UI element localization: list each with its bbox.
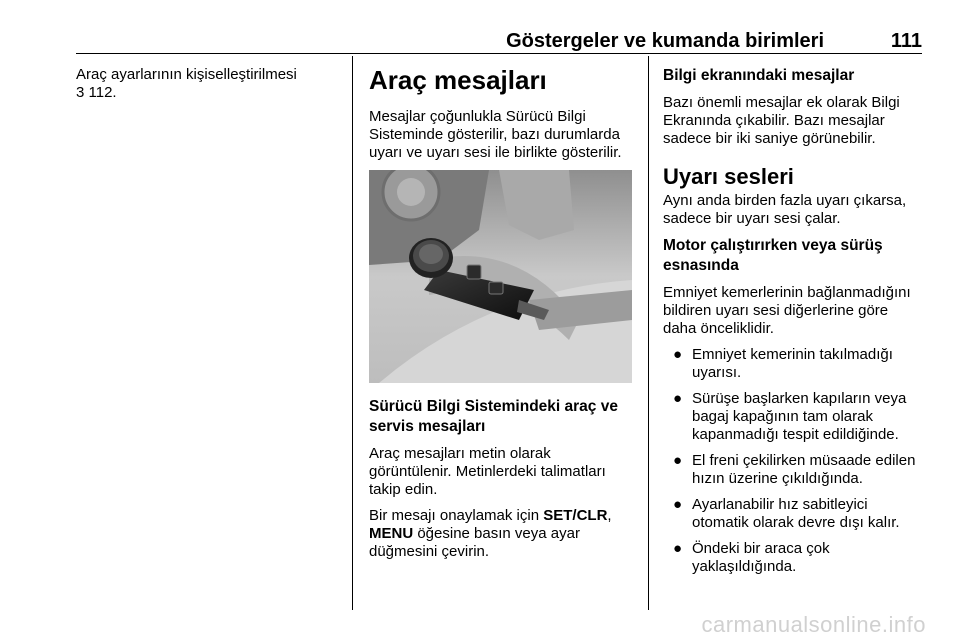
subsection-heading: Bilgi ekranındaki mesajlar: [663, 67, 855, 84]
subsection-heading: Motor çalıştırırken veya sürüş esnasında: [663, 237, 883, 274]
instruction-text-end: öğesine basın veya ayar düğmesini çevirin.: [369, 525, 580, 560]
separator-comma: ,: [607, 507, 612, 524]
bullet-icon: ●: [673, 390, 683, 407]
intro-paragraph: Mesajlar çoğunlukla Sürücü Bilgi Sisteminde gösterilir, bazı durumlarda uyarı ve uyarı sesi ile birlikte gösterilir.: [369, 108, 622, 161]
bullet-icon: ●: [673, 540, 683, 557]
list-item-text: El freni çekilirken müsaade edilen hızın üzerine çıkıldığında.: [692, 452, 916, 487]
bullet-icon: ●: [673, 496, 683, 513]
list-item: [663, 452, 925, 488]
turn-signal-stalk-image: [369, 170, 632, 383]
column-divider: [648, 56, 649, 610]
list-item: [663, 540, 925, 576]
watermark: carmanualsonline.info: [701, 612, 926, 637]
menu-label: MENU: [369, 525, 414, 542]
list-item: [663, 346, 925, 382]
running-header-title: Göstergeler ve kumanda birimleri: [506, 30, 824, 52]
continuation-text: Araç ayarlarının kişiselleştirilmesi: [76, 66, 297, 83]
bullet-icon: ●: [673, 346, 683, 363]
header-rule: [76, 53, 922, 54]
body-paragraph: Araç mesajları metin olarak görüntülenir. Metinlerdeki talimatları takip edin.: [369, 445, 606, 498]
column-divider: [352, 56, 353, 610]
section-heading: Araç mesajları: [369, 65, 547, 95]
bullet-icon: ●: [673, 452, 683, 469]
list-item-text: Öndeki bir araca çok yaklaşıldığında.: [692, 540, 830, 575]
page-reference-icon: 3: [76, 84, 85, 101]
page-reference: 112.: [88, 84, 117, 101]
subsection-heading: Sürücü Bilgi Sistemindeki araç ve servis mesajları: [369, 398, 618, 435]
list-item: [663, 390, 925, 444]
instruction-text-start: Bir mesajı onaylamak için: [369, 507, 540, 524]
body-paragraph: Bazı önemli mesajlar ek olarak Bilgi Ekranında çıkabilir. Bazı mesajlar sadece bir iki saniye görünebilir.: [663, 94, 900, 147]
body-paragraph: Emniyet kemerlerinin bağlanmadığını bildiren uyarı sesi diğerlerine göre daha önceliklidir.: [663, 284, 911, 337]
section-heading-sounds: Uyarı sesleri: [663, 164, 794, 189]
list-item-text: Sürüşe başlarken kapıların veya bagaj kapağının tam olarak kapanmadığı tespit edildiğinde.: [692, 390, 907, 443]
list-item-text: Ayarlanabilir hız sabitleyici otomatik olarak devre dışı kalır.: [692, 496, 900, 531]
column-right: [663, 66, 925, 584]
instruction-paragraph: [369, 507, 635, 561]
column-left: [76, 66, 342, 110]
page-number: 111: [890, 30, 922, 52]
continuation-paragraph: [76, 66, 342, 102]
list-item: [663, 496, 925, 532]
stalk-photo: [369, 170, 632, 383]
body-paragraph: Aynı anda birden fazla uyarı çıkarsa, sadece bir uyarı sesi çalar.: [663, 192, 907, 227]
warning-list: [663, 346, 925, 576]
column-middle: [369, 66, 635, 569]
set-clr-label: SET/CLR: [543, 507, 608, 524]
list-item-text: Emniyet kemerinin takılmadığı uyarısı.: [692, 346, 893, 381]
